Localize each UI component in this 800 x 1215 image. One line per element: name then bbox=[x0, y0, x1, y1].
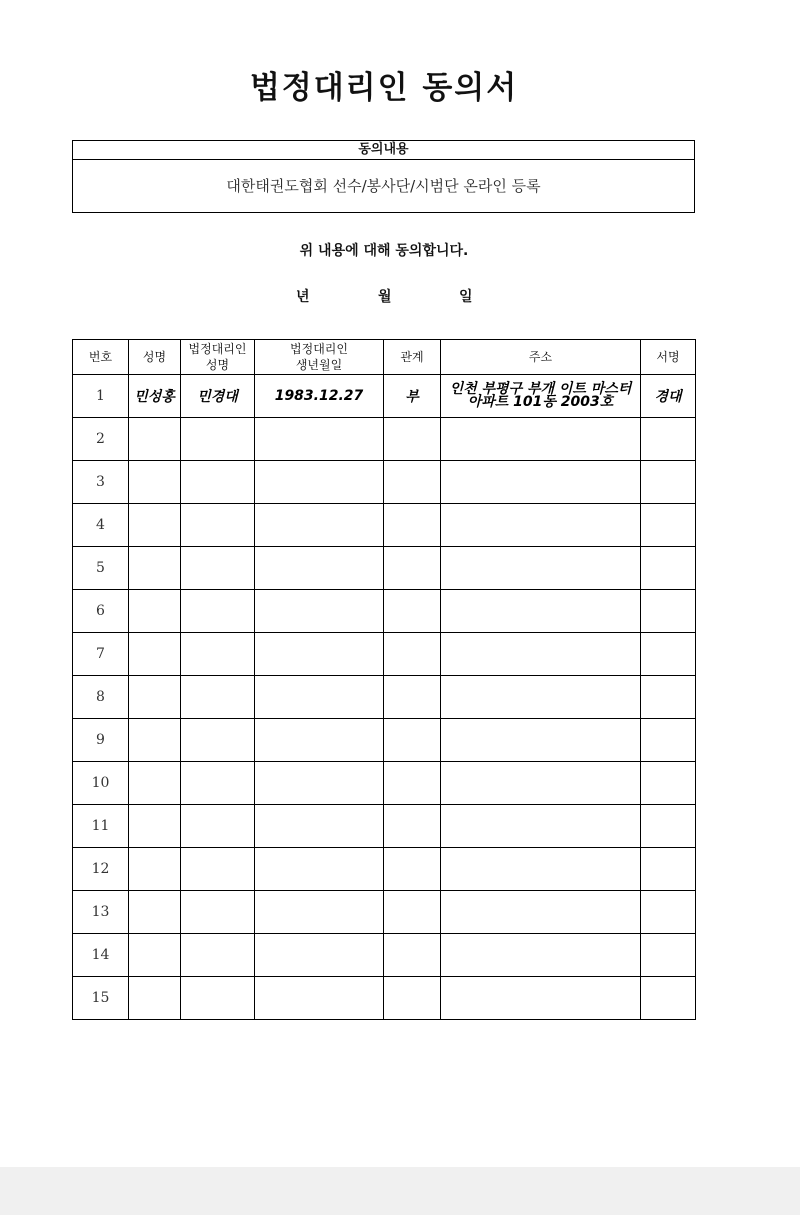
header-guardian-birth-line1: 법정대리인 bbox=[290, 342, 348, 356]
row-address bbox=[441, 891, 641, 934]
row-guardian-name bbox=[181, 547, 255, 590]
table-row bbox=[73, 977, 696, 1020]
row-guardian-name: 민경대 bbox=[181, 375, 255, 418]
document-title: 법정대리인 동의서 bbox=[249, 70, 519, 106]
table-row bbox=[73, 590, 696, 633]
row-guardian-birth: 1983.12.27 bbox=[255, 375, 384, 418]
row-guardian-birth bbox=[255, 848, 384, 891]
row-number: 3 bbox=[73, 461, 129, 504]
date-year-label: 년 bbox=[296, 289, 310, 305]
table-row bbox=[73, 762, 696, 805]
consent-header: 동의내용 bbox=[73, 141, 694, 160]
row-address bbox=[441, 461, 641, 504]
table-row bbox=[73, 504, 696, 547]
row-signature bbox=[641, 633, 696, 676]
row-guardian-birth bbox=[255, 805, 384, 848]
row-guardian-birth bbox=[255, 762, 384, 805]
row-name bbox=[129, 461, 181, 504]
guardian-table bbox=[72, 339, 696, 1020]
row-number: 15 bbox=[73, 977, 129, 1020]
row-name bbox=[129, 504, 181, 547]
row-signature bbox=[641, 418, 696, 461]
row-signature bbox=[641, 891, 696, 934]
row-signature bbox=[641, 977, 696, 1020]
table-row bbox=[73, 805, 696, 848]
row-guardian-name bbox=[181, 461, 255, 504]
row-guardian-birth bbox=[255, 891, 384, 934]
row-guardian-birth bbox=[255, 934, 384, 977]
table-row bbox=[73, 547, 696, 590]
table-row bbox=[73, 418, 696, 461]
table-row bbox=[73, 891, 696, 934]
row-guardian-name bbox=[181, 805, 255, 848]
row-number: 10 bbox=[73, 762, 129, 805]
row-relation bbox=[384, 461, 441, 504]
row-name: 민성홍 bbox=[129, 375, 181, 418]
row-guardian-name bbox=[181, 504, 255, 547]
table-row bbox=[73, 461, 696, 504]
table-row bbox=[73, 848, 696, 891]
row-signature: 경대 bbox=[641, 375, 696, 418]
row-guardian-name bbox=[181, 590, 255, 633]
row-address bbox=[441, 719, 641, 762]
row-signature bbox=[641, 934, 696, 977]
row-relation bbox=[384, 547, 441, 590]
row-number: 6 bbox=[73, 590, 129, 633]
header-guardian-birth-line2: 생년월일 bbox=[295, 358, 343, 372]
row-guardian-birth bbox=[255, 676, 384, 719]
header-relation: 관계 bbox=[384, 340, 441, 375]
consent-body: 대한태권도협회 선수/봉사단/시범단 온라인 등록 bbox=[226, 177, 541, 195]
row-address: 인천 부평구 부개 이트 마스터 아파트 101동 2003호 bbox=[441, 375, 641, 418]
row-guardian-birth bbox=[255, 418, 384, 461]
table-row bbox=[73, 633, 696, 676]
row-number: 12 bbox=[73, 848, 129, 891]
row-name bbox=[129, 934, 181, 977]
row-name bbox=[129, 418, 181, 461]
consent-box bbox=[72, 140, 695, 213]
row-signature bbox=[641, 719, 696, 762]
header-guardian-name-line1: 법정대리인 bbox=[188, 342, 247, 356]
row-name bbox=[129, 590, 181, 633]
row-number: 9 bbox=[73, 719, 129, 762]
row-address bbox=[441, 676, 641, 719]
row-address bbox=[441, 504, 641, 547]
row-number: 7 bbox=[73, 633, 129, 676]
row-relation bbox=[384, 805, 441, 848]
row-relation bbox=[384, 504, 441, 547]
row-number: 13 bbox=[73, 891, 129, 934]
row-name bbox=[129, 848, 181, 891]
row-signature bbox=[641, 762, 696, 805]
row-guardian-birth bbox=[255, 547, 384, 590]
row-address bbox=[441, 418, 641, 461]
row-relation bbox=[384, 418, 441, 461]
table-row bbox=[73, 676, 696, 719]
table-header-row bbox=[73, 340, 696, 375]
row-relation bbox=[384, 891, 441, 934]
row-signature bbox=[641, 805, 696, 848]
row-relation bbox=[384, 934, 441, 977]
table-row bbox=[73, 719, 696, 762]
row-relation bbox=[384, 762, 441, 805]
row-name bbox=[129, 805, 181, 848]
row-relation bbox=[384, 590, 441, 633]
row-guardian-birth bbox=[255, 719, 384, 762]
row-relation: 부 bbox=[384, 375, 441, 418]
row-address bbox=[441, 805, 641, 848]
row-relation bbox=[384, 848, 441, 891]
row-signature bbox=[641, 590, 696, 633]
row-number: 8 bbox=[73, 676, 129, 719]
agreement-statement: 위 내용에 대해 동의합니다. bbox=[299, 243, 469, 259]
bottom-bar bbox=[0, 1167, 800, 1215]
row-number: 1 bbox=[73, 375, 129, 418]
row-address bbox=[441, 633, 641, 676]
row-guardian-name bbox=[181, 418, 255, 461]
row-relation bbox=[384, 719, 441, 762]
row-guardian-name bbox=[181, 719, 255, 762]
row-relation bbox=[384, 977, 441, 1020]
row-number: 4 bbox=[73, 504, 129, 547]
row-guardian-name bbox=[181, 934, 255, 977]
date-day-label: 일 bbox=[459, 289, 473, 305]
row-name bbox=[129, 547, 181, 590]
row-number: 5 bbox=[73, 547, 129, 590]
row-relation bbox=[384, 633, 441, 676]
row-guardian-birth bbox=[255, 504, 384, 547]
row-address bbox=[441, 934, 641, 977]
row-address bbox=[441, 590, 641, 633]
header-guardian-name bbox=[181, 340, 255, 375]
date-month-label: 월 bbox=[378, 289, 392, 305]
header-guardian-name-line2: 성명 bbox=[205, 358, 230, 372]
row-number: 2 bbox=[73, 418, 129, 461]
row-guardian-name bbox=[181, 891, 255, 934]
row-address bbox=[441, 762, 641, 805]
row-address bbox=[441, 848, 641, 891]
row-signature bbox=[641, 504, 696, 547]
row-name bbox=[129, 719, 181, 762]
table-row bbox=[73, 375, 696, 418]
row-number: 11 bbox=[73, 805, 129, 848]
row-guardian-birth bbox=[255, 977, 384, 1020]
row-guardian-birth bbox=[255, 590, 384, 633]
row-name bbox=[129, 762, 181, 805]
header-address: 주소 bbox=[441, 340, 641, 375]
header-guardian-birth bbox=[255, 340, 384, 375]
row-name bbox=[129, 891, 181, 934]
row-guardian-name bbox=[181, 762, 255, 805]
row-address bbox=[441, 977, 641, 1020]
row-signature bbox=[641, 547, 696, 590]
header-name: 성명 bbox=[129, 340, 181, 375]
row-name bbox=[129, 977, 181, 1020]
row-guardian-name bbox=[181, 848, 255, 891]
row-name bbox=[129, 676, 181, 719]
row-number: 14 bbox=[73, 934, 129, 977]
row-guardian-birth bbox=[255, 633, 384, 676]
row-signature bbox=[641, 676, 696, 719]
row-name bbox=[129, 633, 181, 676]
row-guardian-name bbox=[181, 676, 255, 719]
row-address bbox=[441, 547, 641, 590]
row-guardian-name bbox=[181, 633, 255, 676]
table-row bbox=[73, 934, 696, 977]
header-number: 번호 bbox=[73, 340, 129, 375]
row-relation bbox=[384, 676, 441, 719]
row-signature bbox=[641, 848, 696, 891]
row-guardian-name bbox=[181, 977, 255, 1020]
row-guardian-birth bbox=[255, 461, 384, 504]
row-signature bbox=[641, 461, 696, 504]
header-signature: 서명 bbox=[641, 340, 696, 375]
